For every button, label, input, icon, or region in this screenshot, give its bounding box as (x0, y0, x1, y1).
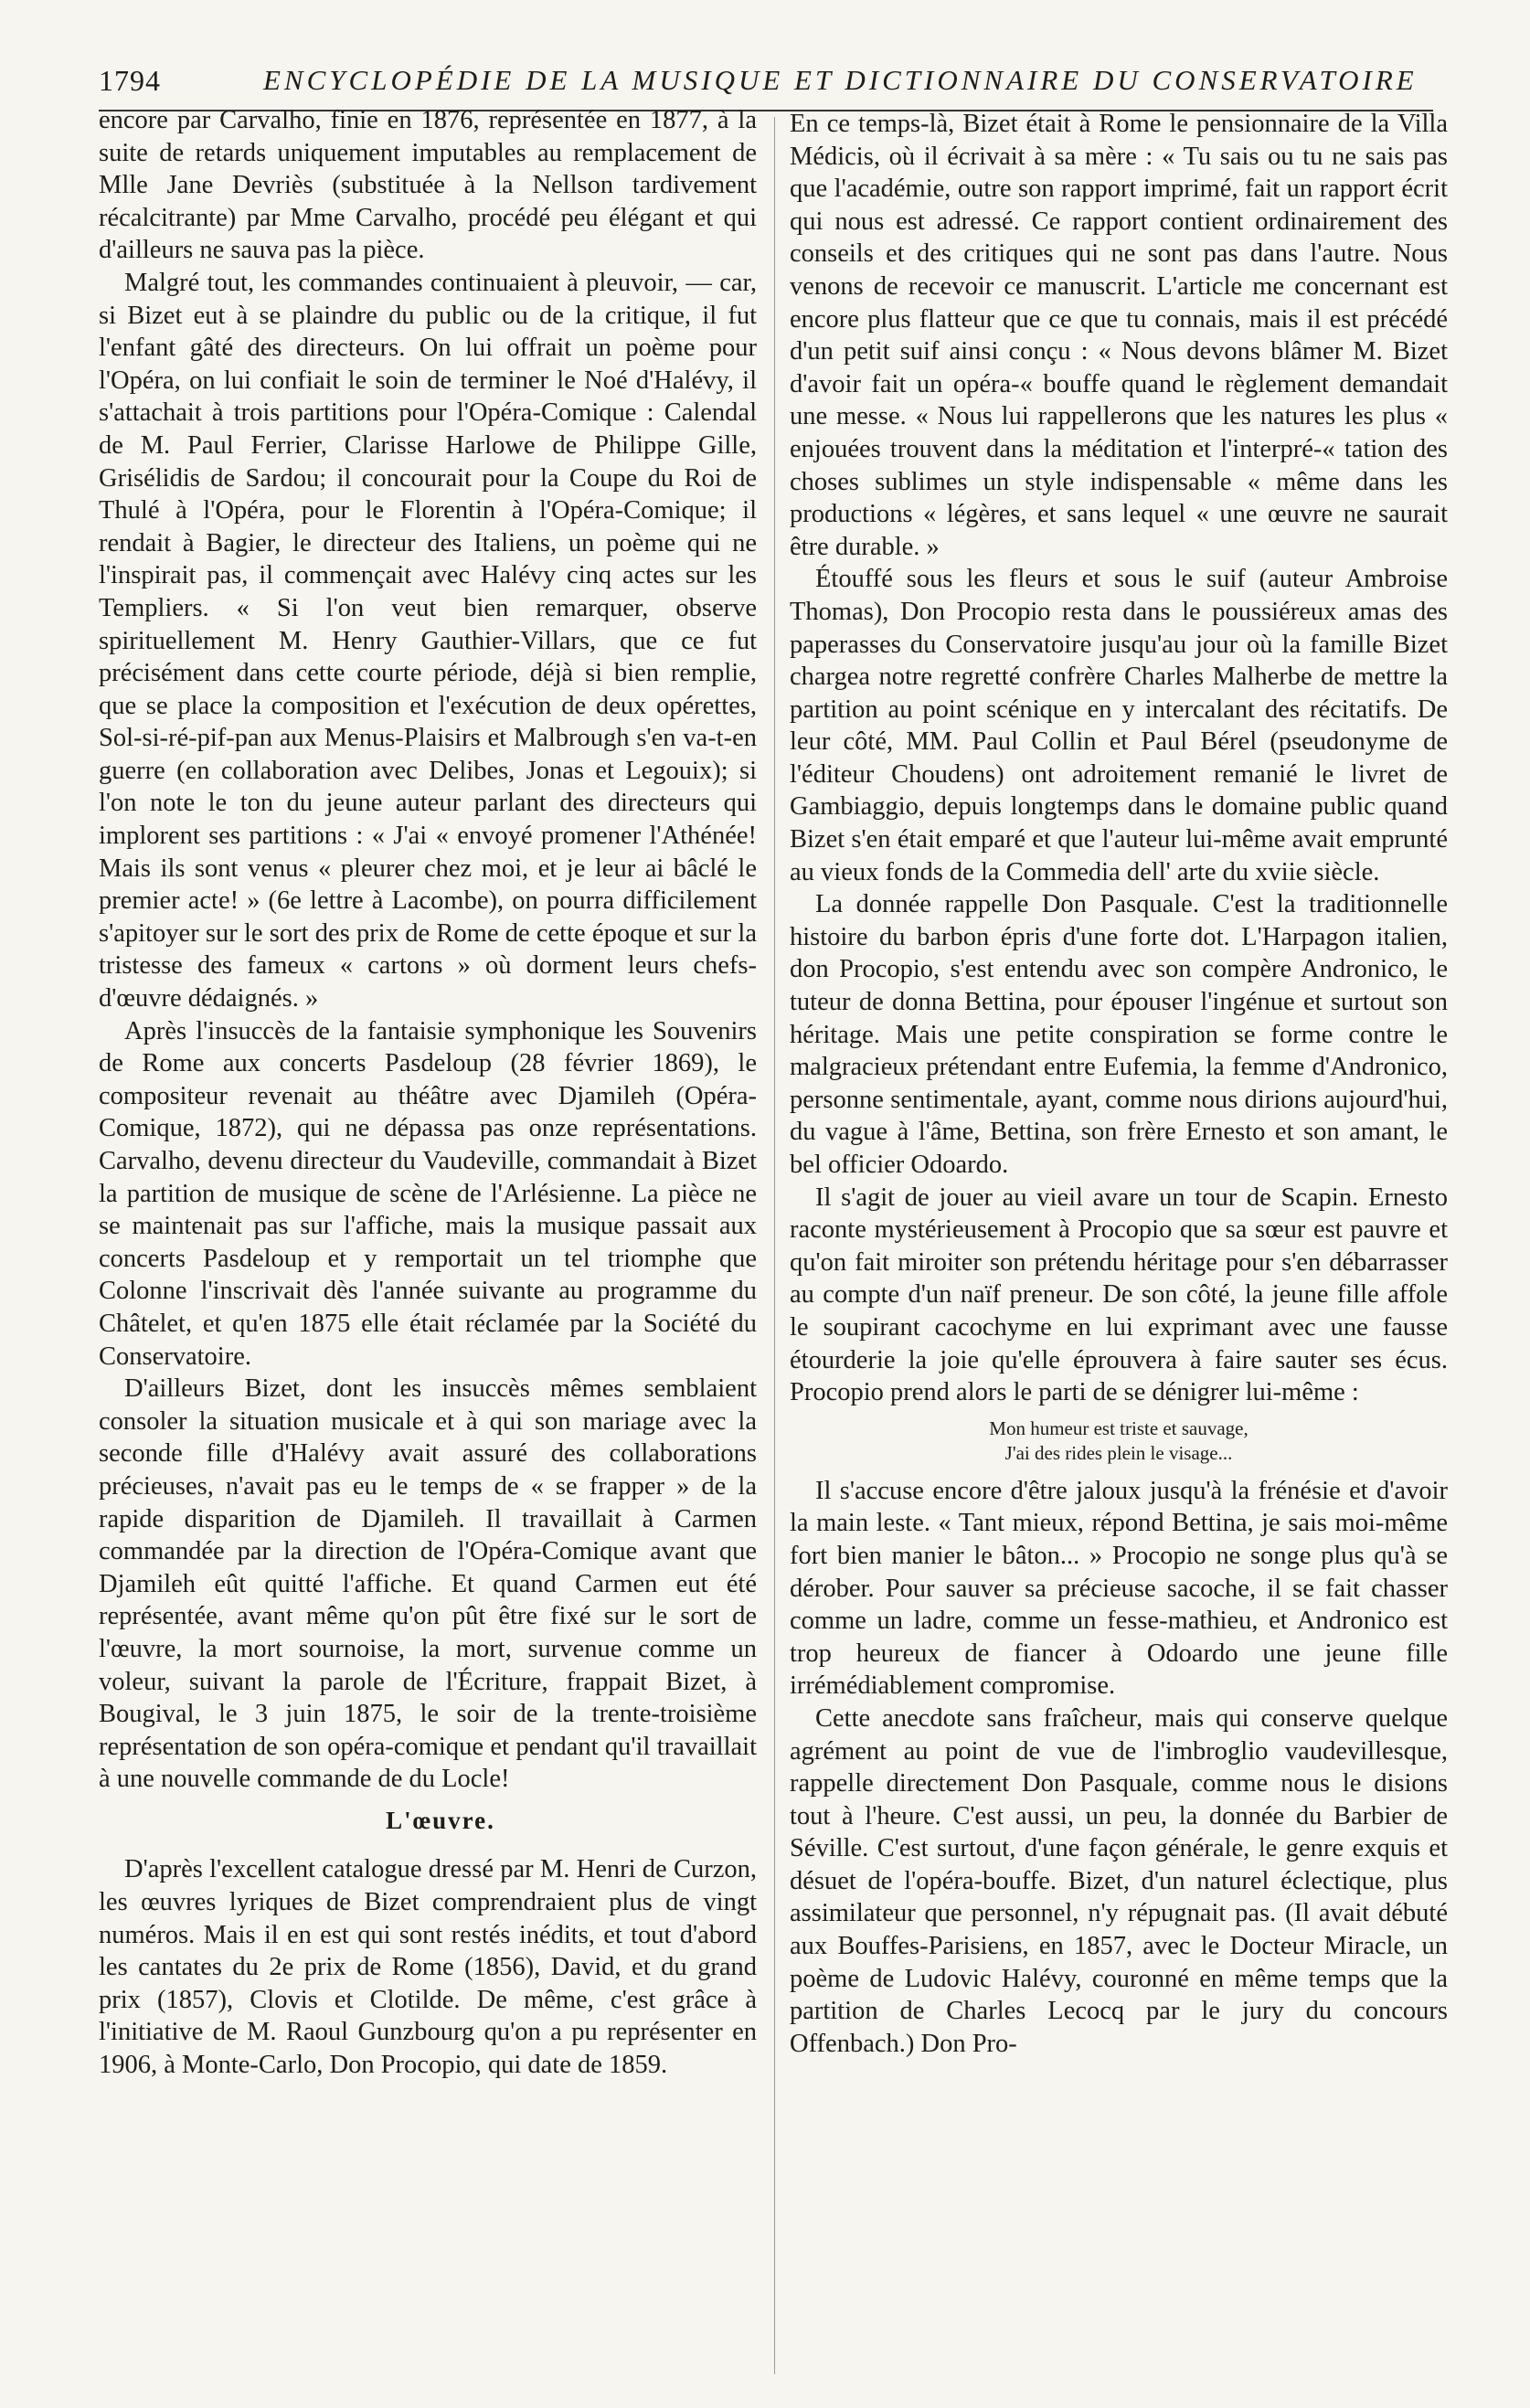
running-head: ENCYCLOPÉDIE DE LA MUSIQUE ET DICTIONNAIRE DU CONSERVATOIRE (263, 64, 1418, 96)
paragraph: Cette anecdote sans fraîcheur, mais qui conserve quelque agrément au point de vue de l'imbroglio vaudevillesque, rappelle directement Don Pasquale, comme nous le disions tout à l'heure. C'est aussi, un peu, la donnée du Barbier de Séville. C'est surtout, d'une façon générale, le genre exquis et désuet de l'opéra-bouffe. Bizet, d'un naturel éclectique, plus assimilateur que personnel, n'y répugnait pas. (Il avait débuté aux Bouffes-Parisiens, en 1857, avec le Docteur Miracle, un poème de Ludovic Halévy, couronné en même temps que la partition de Charles Lecocq par le jury du concours Offenbach.) Don Pro- (790, 1703, 1448, 2058)
verse-quote (790, 1416, 1448, 1466)
left-column (99, 104, 757, 2371)
paragraph: encore par Carvalho, finie en 1876, représentée en 1877, à la suite de retards uniquement imputables au remplacement de Mlle Jane Devriès (substituée à la Nellson tardivement récalcitrante) par Mme Carvalho, procédé peu élégant et qui d'ailleurs ne sauva pas la pièce. (99, 106, 757, 265)
verse-line: Mon humeur est triste et sauvage, (989, 1416, 1248, 1439)
paragraph: D'après l'excellent catalogue dressé par M. Henri de Curzon, les œuvres lyriques de Bizet comprendraient plus de vingt numéros. Mais il en est qui sont restés inédits, et tout d'abord les cantates du 2e prix de Rome (1856), David, et du grand prix (1857), Clovis et Clotilde. De même, c'est grâce à l'initiative de M. Raoul Gunzbourg qu'on a pu représenter en 1906, à Monte-Carlo, Don Procopio, qui date de 1859. (99, 1855, 757, 2080)
column-divider (774, 117, 775, 2374)
paragraph: La donnée rappelle Don Pasquale. C'est la traditionnelle histoire du barbon épris d'une forte dot. L'Harpagon italien, don Procopio, s'est entendu avec son compère Andronico, le tuteur de donna Bettina, pour épouser l'ingénue et surtout son héritage. Mais une petite conspiration se forme contre le malgracieux prétendant entre Eufemia, la femme d'Andronico, personne sentimentale, ayant, comme nous dirions aujourd'hui, du vague à l'âme, Bettina, son frère Ernesto et son amant, le bel officier Odoardo. (790, 890, 1448, 1179)
paragraph: Il s'agit de jouer au vieil avare un tour de Scapin. Ernesto raconte mystérieusement à Procopio que sa sœur est pauvre et qu'on fait miroiter son prétendu héritage pour s'en débarrasser au compte d'un naïf preneur. De son côté, la jeune fille affole le soupirant cacochyme en lui exprimant avec une fausse étourderie la joie qu'elle éprouvera à faire sauter ses écus. Procopio prend alors le parti de se dénigrer lui-même : (790, 1183, 1448, 1407)
verse-line: J'ai des rides plein le visage... (1004, 1441, 1233, 1464)
right-column (790, 108, 1448, 2374)
paragraph: D'ailleurs Bizet, dont les insuccès mêmes semblaient consoler la situation musicale et à qui son mariage avec la seconde fille d'Halévy avait assuré des collaborations précieuses, n'avait pas eu le temps de « se frapper » de la rapide disparition de Djamileh. Il travaillait à Carmen commandée par la direction de l'Opéra-Comique avant que Djamileh eût quitté l'affiche. Et quand Carmen eut été représentée, avant même qu'on pût être fixé sur le sort de l'œuvre, la mort sournoise, la mort, survenue comme un voleur, suivant la parole de l'Écriture, frappait Bizet, à Bougival, le 3 juin 1875, le soir de la trente-troisième représentation de son opéra-comique et pendant qu'il travaillait à une nouvelle commande de du Locle! (99, 1374, 757, 1794)
section-title: L'œuvre. (386, 1806, 495, 1834)
paragraph: Il s'accuse encore d'être jaloux jusqu'à la frénésie et d'avoir la main leste. « Tant mieux, répond Bettina, je sais moi-même fort bien manier le bâton... » Procopio ne songe plus qu'à se dérober. Pour sauver sa précieuse sacoche, il se fait chasser comme un ladre, comme un fesse-mathieu, et Andronico est trop heureux de fiancer à Odoardo une jeune fille irrémédiablement compromise. (790, 1476, 1448, 1701)
paragraph: Malgré tout, les commandes continuaient à pleuvoir, — car, si Bizet eut à se plaindre du public ou de la critique, il fut l'enfant gâté des directeurs. On lui offrait un poème pour l'Opéra, on lui confiait le soin de terminer le Noé d'Halévy, il s'attachait à trois partitions pour l'Opéra-Comique : Calendal de M. Paul Ferrier, Clarisse Harlowe de Philippe Gille, Grisélidis de Sardou; il concourait pour la Coupe du Roi de Thulé à l'Opéra, pour le Florentin à l'Opéra-Comique; il rendait à Bagier, le directeur des Italiens, un poème qui ne l'inspirait pas, il commençait avec Halévy cinq actes sur les Templiers. « Si l'on veut bien remarquer, observe spirituellement M. Henry Gauthier-Villars, que ce fut précisément dans cette courte période, déjà si bien remplie, que se place la composition et l'exécution de deux opérettes, Sol-si-ré-pif-pan aux Menus-Plaisirs et Malbrough s'en va-t-en guerre (en collaboration avec Delibes, Jonas et Legouix); si l'on note le ton du jeune auteur parlant des directeurs qui implorent ses partitions : « J'ai « envoyé promener l'Athénée! Mais ils sont venus « pleurer chez moi, et je leur ai bâclé le premier acte! » (6e lettre à Lacombe), on pourra difficilement s'apitoyer sur le sort des prix de Rome de cette époque et sur la tristesse des fameux « cartons » où dorment leurs chefs-d'œuvre dédaignés. » (99, 268, 757, 1013)
page-number: 1794 (99, 64, 161, 97)
paragraph: En ce temps-là, Bizet était à Rome le pensionnaire de la Villa Médicis, où il écrivait à sa mère : « Tu sais ou tu ne sais pas que l'académie, outre son rapport imprimé, fait un rapport écrit qui nous est adressé. Ce rapport contient ordinairement des conseils et des critiques qui ne sont pas dans l'autre. Nous venons de recevoir ce manuscrit. L'article me concernant est encore plus flatteur que ce que tu connais, mais il est précédé d'un petit suif ainsi conçu : « Nous devons blâmer M. Bizet d'avoir fait un opéra-« bouffe quand le règlement demandait une messe. « Nous lui rappellerons que les natures les plus « enjouées trouvent dans la méditation et l'interpré-« tation des choses sublimes un style indispensable « même dans les productions « légères, et sans lequel « une œuvre ne saurait être durable. » (790, 110, 1448, 561)
paragraph: Étouffé sous les fleurs et sous le suif (auteur Ambroise Thomas), Don Procopio resta dans le poussiéreux amas des paperasses du Conservatoire jusqu'au jour où la famille Bizet chargea notre regretté confrère Charles Malherbe de mettre la partition au point scénique en y intercalant des récitatifs. De leur côté, MM. Paul Collin et Paul Bérel (pseudonyme de l'éditeur Choudens) ont adroitement remanié le livret de Gambiaggio, depuis longtemps dans le domaine public quand Bizet s'en était emparé et que l'auteur lui-même avait emprunté au vieux fonds de la Commedia dell' arte du xviie siècle. (790, 565, 1448, 886)
paragraph: Après l'insuccès de la fantaisie symphonique les Souvenirs de Rome aux concerts Pasdeloup (28 février 1869), le compositeur revenait au théâtre avec Djamileh (Opéra-Comique, 1872), qui ne dépassa pas onze représentations. Carvalho, devenu directeur du Vaudeville, commandait à Bizet la partition de musique de scène de l'Arlésienne. La pièce ne se maintenait pas sur l'affiche, mais la musique passait aux concerts Pasdeloup et y remportait un tel triomphe que Colonne l'inscrivait dès l'année suivante au programme du Châtelet, et qu'en 1875 elle était réclamée par la Société du Conservatoire. (99, 1016, 757, 1371)
